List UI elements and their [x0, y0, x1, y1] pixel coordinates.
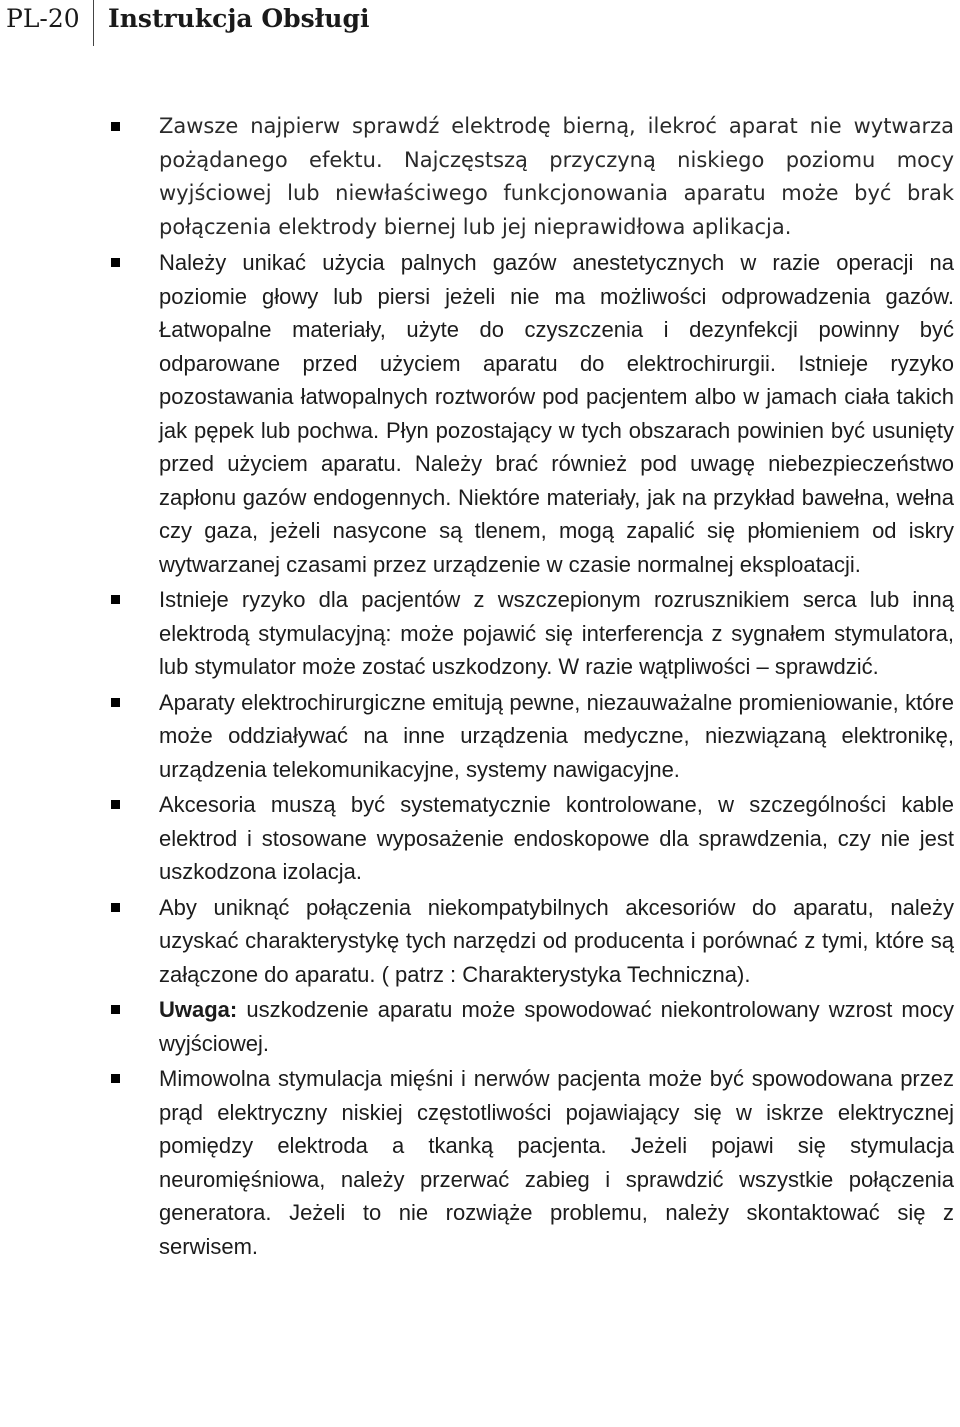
warning-item-radiation: [0, 686, 960, 787]
warning-text: uszkodzenie aparatu może spowodować niekontrolowany wzrost mocy wyjściowej.: [159, 997, 954, 1056]
square-bullet-icon: [111, 258, 120, 267]
square-bullet-icon: [111, 595, 120, 604]
warning-item-stimulation: [0, 1062, 960, 1263]
warning-text: Należy unikać użycia palnych gazów anestetycznych w razie operacji na poziomie głowy lub piersi jeżeli nie ma możliwości odprowadzenia gazów. Łatwopalne materiały, użyte do czyszczenia i dezynfekcji powinny być odparowane przed użyciem aparatu do elektrochirurgii. Istnieje ryzyko pozostawania łatwopalnych roztworów pod pacjentem albo w jamach ciała takich jak pępek lub pochwa. Płyn pozostający w tych obszarach powinien być usunięty przed użyciem aparatu. Należy brać również pod uwagę niebezpieczeństwo zapłonu gazów endogennych. Niektóre materiały, jak na przykład bawełna, wełna czy gaza, jeżeli nasycone są tlenem, mogą zapalić się płomieniem od iskry wytwarzanej czasami przez urządzenie w czasie normalnej eksploatacji.: [159, 250, 954, 577]
warning-text: Aparaty elektrochirurgiczne emitują pewne, niezauważalne promieniowanie, które może oddziaływać na inne urządzenia medyczne, niezwiązaną elektronikę, urządzenia telekomunikacyjne, systemy nawigacyjne.: [159, 689, 954, 782]
header-divider: [93, 0, 94, 46]
square-bullet-icon: [111, 698, 120, 707]
warning-item-device-damage: [0, 993, 960, 1060]
page-code: PL-20: [6, 4, 80, 33]
warning-lead: Uwaga:: [159, 997, 238, 1022]
warning-item-pacemaker: [0, 583, 960, 684]
warning-item-flammable-gases: [0, 246, 960, 581]
page-header: [0, 0, 960, 46]
warning-item-accessories: [0, 788, 960, 889]
square-bullet-icon: [111, 903, 120, 912]
warning-item-compatibility: [0, 891, 960, 992]
warning-text: Zawsze najpierw sprawdź elektrodę bierną, ilekroć aparat nie wytwarza pożądanego efektu. Najczęstszą przyczyną niskiego poziomu mocy wyjściowej lub niewłaściwego funkcjonowania aparatu może być brak połączenia elektrody biernej lub jej nieprawidłowa aplikacja.: [159, 114, 954, 239]
warnings-list: [0, 110, 960, 1265]
square-bullet-icon: [111, 800, 120, 809]
warning-text: Mimowolna stymulacja mięśni i nerwów pacjenta może być spowodowana przez prąd elektryczny niskiej częstotliwości pojawiający się w iskrze elektrycznej pomiędzy elektroda a tkanką pacjenta. Jeżeli pojawi się stymulacja neuromięśniowa, należy przerwać zabieg i sprawdzić wszystkie połączenia generatora. Jeżeli to nie rozwiąże problemu, należy skontaktować się z serwisem.: [159, 1066, 954, 1259]
warning-text: Istnieje ryzyko dla pacjentów z wszczepionym rozrusznikiem serca lub inną elektrodą stymulacyjną: może pojawić się interferencja z sygnałem stymulatora, lub stymulator może zostać uszkodzony. W razie wątpliwości – sprawdzić.: [159, 587, 954, 679]
square-bullet-icon: [111, 1005, 120, 1014]
warning-text: Aby uniknąć połączenia niekompatybilnych akcesoriów do aparatu, należy uzyskać charakterystykę tych narzędzi od producenta i porównać z tymi, które są załączone do aparatu. ( patrz : Charakterystyka Techniczna).: [159, 894, 954, 987]
warning-text: Akcesoria muszą być systematycznie kontrolowane, w szczególności kable elektrod i stosowane wyposażenie endoskopowe dla sprawdzenia, czy nie jest uszkodzona izolacja.: [159, 792, 954, 884]
warning-item-passive-electrode: [0, 110, 960, 244]
square-bullet-icon: [111, 122, 120, 131]
document-title: Instrukcja Obsługi: [108, 4, 370, 33]
square-bullet-icon: [111, 1074, 120, 1083]
